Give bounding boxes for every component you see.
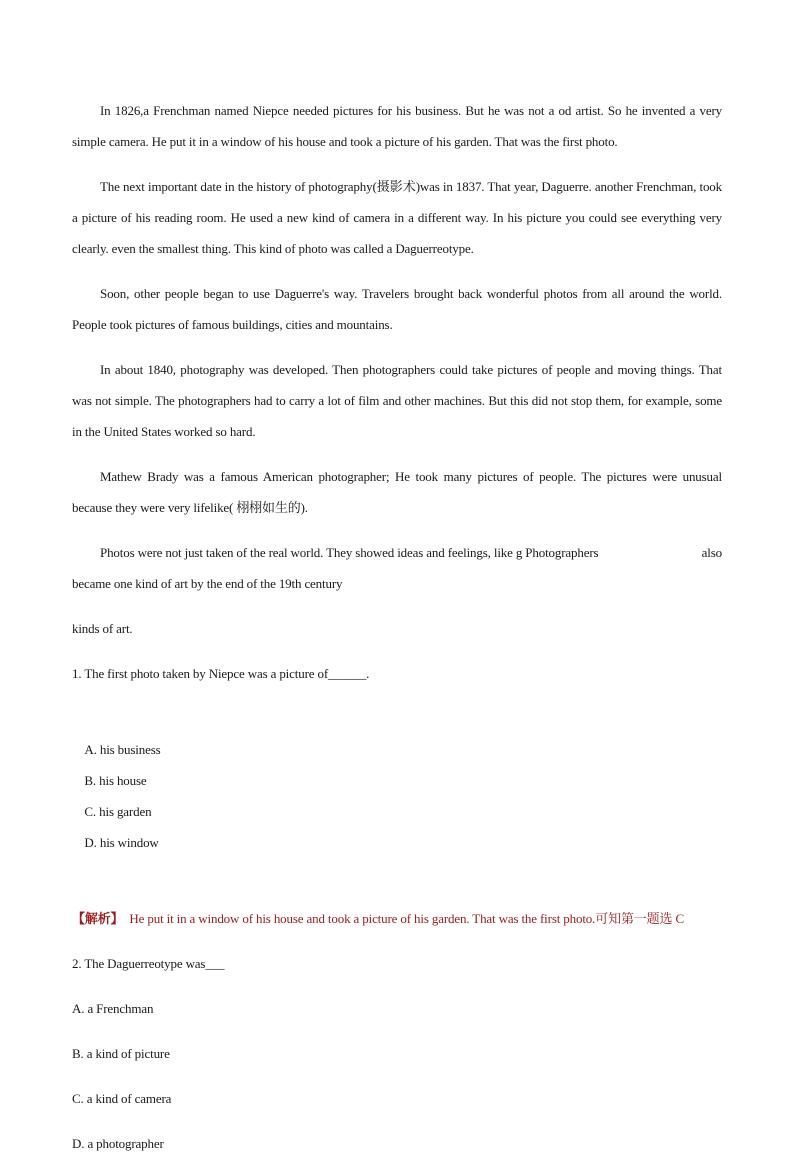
question-2-option-b: B. a kind of picture xyxy=(72,1046,170,1061)
question-2-option-d: D. a photographer xyxy=(72,1136,164,1151)
question-1-analysis xyxy=(72,903,722,934)
question-1-option-d: D. his window xyxy=(84,835,159,850)
question-1-stem: 1. The first photo taken by Niepce was a picture of______. xyxy=(72,666,370,681)
question-1-option-b: B. his house xyxy=(84,773,147,788)
passage-paragraph-7: kinds of art. xyxy=(72,621,133,636)
passage-paragraph-3: Soon, other people began to use Daguerre's way. Travelers brought back wonderful photos from all around the world. People took pictures of famous buildings, cities and mountains. xyxy=(72,286,722,332)
analysis-text: He put it in a window of his house and took a picture of his garden. That was the first photo.可知第一题选 C xyxy=(129,911,684,926)
question-2-option-a: A. a Frenchman xyxy=(72,1001,154,1016)
question-2-option-c: C. a kind of camera xyxy=(72,1091,172,1106)
passage-paragraph-1: In 1826,a Frenchman named Niepce needed pictures for his business. But he was not a od artist. So he invented a very simple camera. He put it in a window of his house and took a picture of his garden. That was the first photo. xyxy=(72,103,722,149)
document-page xyxy=(72,95,722,1173)
passage-paragraph-6-line-1 xyxy=(72,537,722,568)
passage-paragraph-6-right: also xyxy=(701,545,722,560)
passage-paragraph-5: Mathew Brady was a famous American photographer; He took many pictures of people. The pictures were unusual because they were very lifelike( 栩栩如生的). xyxy=(72,469,722,515)
passage-paragraph-2: The next important date in the history of photography(摄影术)was in 1837. That year, Daguerre. another Frenchman, took a picture of his reading room. He used a new kind of camera in a different way. In his picture you could see everything very clearly. even the smallest thing. This kind of photo was called a Daguerreotype. xyxy=(72,179,722,256)
question-1-options xyxy=(72,703,722,889)
question-1-option-a: A. his business xyxy=(84,742,161,757)
analysis-tag: 【解析】 xyxy=(72,911,124,926)
passage-paragraph-6-line-2: became one kind of art by the end of the 19th century xyxy=(72,576,343,591)
passage-paragraph-6 xyxy=(72,537,722,599)
question-2-stem: 2. The Daguerreotype was___ xyxy=(72,956,225,971)
question-1-option-c: C. his garden xyxy=(84,804,152,819)
passage-paragraph-6-left: Photos were not just taken of the real world. They showed ideas and feelings, like g Photographers xyxy=(100,545,599,560)
passage-paragraph-4: In about 1840, photography was developed. Then photographers could take pictures of people and moving things. That was not simple. The photographers had to carry a lot of film and other machines. But this did not stop them, for example, some in the United States worked so hard. xyxy=(72,362,722,439)
